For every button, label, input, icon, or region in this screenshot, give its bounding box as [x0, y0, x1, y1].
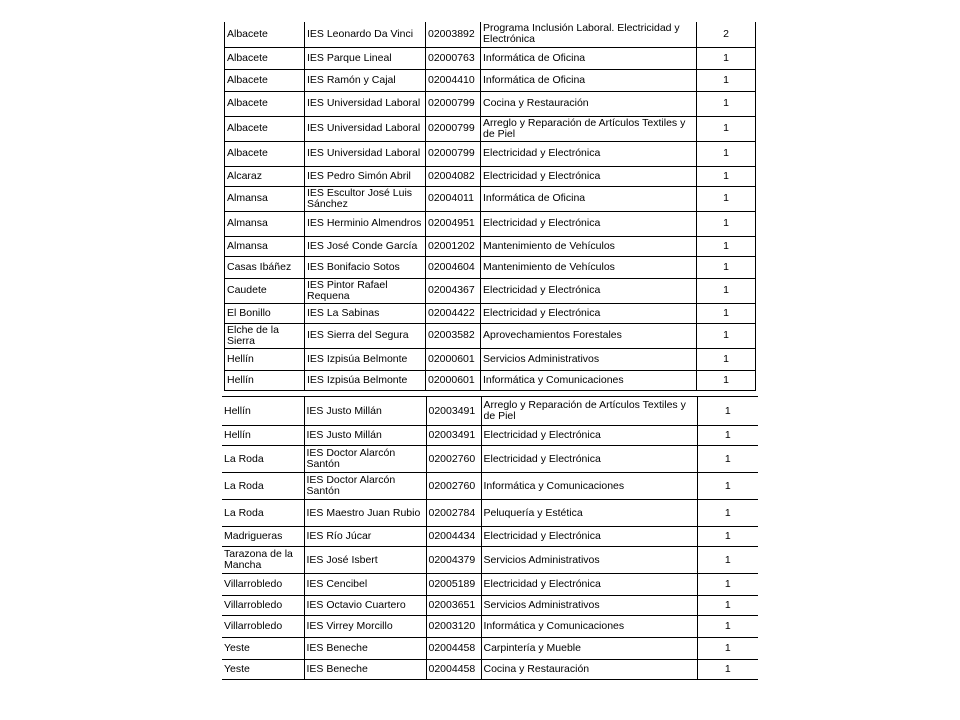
table-row — [222, 446, 758, 473]
school-code-cell: 02002760 — [426, 473, 481, 500]
school-code-cell: 02000763 — [426, 47, 481, 69]
places-count-cell: 1 — [697, 500, 758, 527]
professional-family-cell: Electricidad y Electrónica — [481, 303, 697, 323]
school-code-cell: 02002784 — [426, 500, 481, 527]
school-cell: IES Sierra del Segura — [305, 323, 426, 348]
school-cell: IES Virrey Morcillo — [304, 616, 426, 638]
professional-family-cell: Carpintería y Mueble — [481, 638, 697, 660]
table-row — [225, 166, 756, 186]
table-row — [225, 116, 756, 141]
school-cell: IES Herminio Almendros — [305, 211, 426, 236]
table-row — [222, 596, 758, 616]
professional-family-cell: Informática de Oficina — [481, 69, 697, 91]
places-count-cell: 1 — [697, 47, 756, 69]
municipality-cell: Hellín — [225, 370, 305, 390]
municipality-cell: Hellín — [222, 397, 304, 426]
school-code-cell: 02004422 — [426, 303, 481, 323]
school-code-cell: 02005189 — [426, 574, 481, 596]
professional-family-cell: Informática de Oficina — [481, 47, 697, 69]
municipality-cell: Madrigueras — [222, 527, 304, 547]
school-cell: IES Octavio Cuartero — [304, 596, 426, 616]
table-row — [225, 69, 756, 91]
school-code-cell: 02004604 — [426, 256, 481, 278]
school-cell: IES Doctor Alarcón Santón — [304, 473, 426, 500]
places-count-cell: 1 — [697, 116, 756, 141]
school-code-cell: 02003651 — [426, 596, 481, 616]
school-cell: IES Parque Lineal — [305, 47, 426, 69]
professional-family-cell: Informática y Comunicaciones — [481, 473, 697, 500]
school-cell: IES Universidad Laboral — [305, 116, 426, 141]
placements-table-part-2 — [222, 396, 758, 680]
places-count-cell: 1 — [697, 323, 756, 348]
school-code-cell: 02004082 — [426, 166, 481, 186]
places-count-cell: 1 — [697, 166, 756, 186]
table-row — [225, 22, 756, 47]
table-row — [225, 278, 756, 303]
professional-family-cell: Peluquería y Estética — [481, 500, 697, 527]
places-count-cell: 1 — [697, 186, 756, 211]
municipality-cell: El Bonillo — [225, 303, 305, 323]
school-cell: IES Universidad Laboral — [305, 141, 426, 166]
school-cell: IES Pedro Simón Abril — [305, 166, 426, 186]
table-row — [222, 660, 758, 680]
municipality-cell: Yeste — [222, 638, 304, 660]
school-cell: IES Ramón y Cajal — [305, 69, 426, 91]
school-code-cell: 02004951 — [426, 211, 481, 236]
table-row — [222, 397, 758, 426]
school-code-cell: 02001202 — [426, 236, 481, 256]
table-row — [222, 426, 758, 446]
professional-family-cell: Informática y Comunicaciones — [481, 370, 697, 390]
places-count-cell: 2 — [697, 22, 756, 47]
places-count-cell: 1 — [697, 348, 756, 370]
school-code-cell: 02004367 — [426, 278, 481, 303]
school-cell: IES Pintor Rafael Requena — [305, 278, 426, 303]
table-row — [225, 303, 756, 323]
municipality-cell: Albacete — [225, 47, 305, 69]
school-cell: IES Maestro Juan Rubio — [304, 500, 426, 527]
professional-family-cell: Programa Inclusión Laboral. Electricidad y Electrónica — [481, 22, 697, 47]
school-cell: IES Universidad Laboral — [305, 91, 426, 116]
school-cell: IES Bonifacio Sotos — [305, 256, 426, 278]
school-code-cell: 02004410 — [426, 69, 481, 91]
municipality-cell: Almansa — [225, 236, 305, 256]
school-cell: IES Río Júcar — [304, 527, 426, 547]
places-count-cell: 1 — [697, 446, 758, 473]
placements-table-part-1 — [224, 22, 756, 391]
table-row — [222, 574, 758, 596]
table-row — [225, 47, 756, 69]
municipality-cell: Villarrobledo — [222, 596, 304, 616]
professional-family-cell: Informática de Oficina — [481, 186, 697, 211]
places-count-cell: 1 — [697, 69, 756, 91]
professional-family-cell: Mantenimiento de Vehículos — [481, 236, 697, 256]
school-cell: IES Escultor José Luis Sánchez — [305, 186, 426, 211]
municipality-cell: La Roda — [222, 446, 304, 473]
table-row — [222, 473, 758, 500]
professional-family-cell: Arreglo y Reparación de Artículos Textiles y de Piel — [481, 116, 697, 141]
school-code-cell: 02003120 — [426, 616, 481, 638]
school-code-cell: 02003491 — [426, 397, 481, 426]
school-code-cell: 02000799 — [426, 91, 481, 116]
places-count-cell: 1 — [697, 236, 756, 256]
professional-family-cell: Servicios Administrativos — [481, 348, 697, 370]
municipality-cell: Villarrobledo — [222, 616, 304, 638]
school-code-cell: 02002760 — [426, 446, 481, 473]
professional-family-cell: Electricidad y Electrónica — [481, 166, 697, 186]
professional-family-cell: Electricidad y Electrónica — [481, 141, 697, 166]
municipality-cell: Albacete — [225, 141, 305, 166]
municipality-cell: La Roda — [222, 473, 304, 500]
table-row — [225, 348, 756, 370]
table-row — [222, 547, 758, 574]
school-cell: IES La Sabinas — [305, 303, 426, 323]
municipality-cell: Alcaraz — [225, 166, 305, 186]
places-count-cell: 1 — [697, 527, 758, 547]
municipality-cell: Villarrobledo — [222, 574, 304, 596]
school-code-cell: 02003892 — [426, 22, 481, 47]
professional-family-cell: Electricidad y Electrónica — [481, 527, 697, 547]
table-row — [222, 616, 758, 638]
professional-family-cell: Arreglo y Reparación de Artículos Textiles y de Piel — [481, 397, 697, 426]
professional-family-cell: Aprovechamientos Forestales — [481, 323, 697, 348]
municipality-cell: Elche de la Sierra — [225, 323, 305, 348]
professional-family-cell: Electricidad y Electrónica — [481, 426, 697, 446]
table-row — [225, 91, 756, 116]
municipality-cell: Casas Ibáñez — [225, 256, 305, 278]
municipality-cell: Albacete — [225, 116, 305, 141]
municipality-cell: Yeste — [222, 660, 304, 680]
school-code-cell: 02004458 — [426, 638, 481, 660]
school-cell: IES Beneche — [304, 638, 426, 660]
municipality-cell: Albacete — [225, 22, 305, 47]
school-cell: IES Izpisúa Belmonte — [305, 370, 426, 390]
professional-family-cell: Mantenimiento de Vehículos — [481, 256, 697, 278]
school-code-cell: 02000799 — [426, 116, 481, 141]
professional-family-cell: Informática y Comunicaciones — [481, 616, 697, 638]
municipality-cell: Albacete — [225, 69, 305, 91]
places-count-cell: 1 — [697, 616, 758, 638]
places-count-cell: 1 — [697, 211, 756, 236]
table-row — [225, 256, 756, 278]
school-cell: IES Leonardo Da Vinci — [305, 22, 426, 47]
table-row — [225, 236, 756, 256]
table-row — [225, 186, 756, 211]
municipality-cell: Hellín — [225, 348, 305, 370]
professional-family-cell: Servicios Administrativos — [481, 547, 697, 574]
municipality-cell: Almansa — [225, 211, 305, 236]
professional-family-cell: Electricidad y Electrónica — [481, 574, 697, 596]
table-row — [222, 500, 758, 527]
places-count-cell: 1 — [697, 397, 758, 426]
places-count-cell: 1 — [697, 547, 758, 574]
municipality-cell: Hellín — [222, 426, 304, 446]
professional-family-cell: Cocina y Restauración — [481, 91, 697, 116]
places-count-cell: 1 — [697, 660, 758, 680]
school-cell: IES Justo Millán — [304, 397, 426, 426]
school-code-cell: 02004379 — [426, 547, 481, 574]
table-row — [225, 211, 756, 236]
places-count-cell: 1 — [697, 303, 756, 323]
table-row — [225, 323, 756, 348]
table-row — [225, 370, 756, 390]
places-count-cell: 1 — [697, 473, 758, 500]
places-count-cell: 1 — [697, 638, 758, 660]
school-code-cell: 02000799 — [426, 141, 481, 166]
municipality-cell: Albacete — [225, 91, 305, 116]
table-row — [222, 638, 758, 660]
school-code-cell: 02000601 — [426, 370, 481, 390]
places-count-cell: 1 — [697, 256, 756, 278]
municipality-cell: Tarazona de la Mancha — [222, 547, 304, 574]
municipality-cell: Caudete — [225, 278, 305, 303]
school-code-cell: 02004434 — [426, 527, 481, 547]
school-cell: IES Justo Millán — [304, 426, 426, 446]
professional-family-cell: Electricidad y Electrónica — [481, 211, 697, 236]
school-cell: IES José Conde García — [305, 236, 426, 256]
school-code-cell: 02000601 — [426, 348, 481, 370]
places-count-cell: 1 — [697, 141, 756, 166]
professional-family-cell: Servicios Administrativos — [481, 596, 697, 616]
municipality-cell: Almansa — [225, 186, 305, 211]
places-count-cell: 1 — [697, 596, 758, 616]
school-code-cell: 02003582 — [426, 323, 481, 348]
school-code-cell: 02003491 — [426, 426, 481, 446]
professional-family-cell: Electricidad y Electrónica — [481, 446, 697, 473]
places-count-cell: 1 — [697, 278, 756, 303]
school-cell: IES José Isbert — [304, 547, 426, 574]
school-cell: IES Doctor Alarcón Santón — [304, 446, 426, 473]
school-cell: IES Beneche — [304, 660, 426, 680]
school-code-cell: 02004011 — [426, 186, 481, 211]
table-row — [222, 527, 758, 547]
professional-family-cell: Cocina y Restauración — [481, 660, 697, 680]
places-count-cell: 1 — [697, 574, 758, 596]
school-cell: IES Izpisúa Belmonte — [305, 348, 426, 370]
table-row — [225, 141, 756, 166]
municipality-cell: La Roda — [222, 500, 304, 527]
places-count-cell: 1 — [697, 370, 756, 390]
places-count-cell: 1 — [697, 91, 756, 116]
professional-family-cell: Electricidad y Electrónica — [481, 278, 697, 303]
places-count-cell: 1 — [697, 426, 758, 446]
school-cell: IES Cencibel — [304, 574, 426, 596]
school-code-cell: 02004458 — [426, 660, 481, 680]
